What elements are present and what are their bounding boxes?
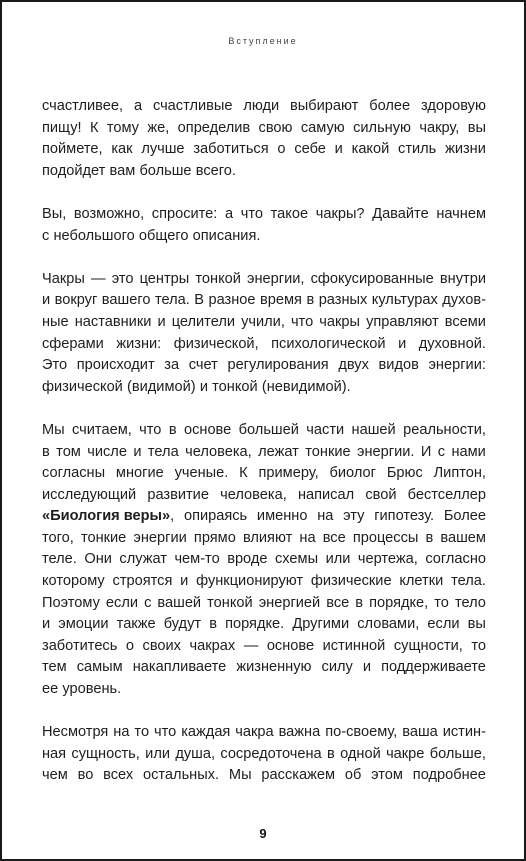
- paragraph-gap: [42, 701, 486, 723]
- text-line: ная сущность, или душа, сосредоточена в одной чакре больше,: [42, 745, 486, 762]
- paragraph: [42, 420, 486, 701]
- text-line: поймете, как лучше заботиться о себе и какой стиль жизни: [42, 141, 486, 158]
- paragraph-gap: [42, 182, 486, 204]
- body-text: [42, 96, 486, 787]
- paragraph: [42, 96, 486, 182]
- text-line: подойдет вам больше всего.: [42, 162, 236, 179]
- text-line: заботитесь о своих чакрах — основе истинной сущности, то: [42, 637, 486, 654]
- paragraph-gap: [42, 398, 486, 420]
- paragraph-gap: [42, 247, 486, 269]
- text-line: согласны многие ученые. К примеру, биолог Брюс Липтон,: [42, 465, 486, 482]
- text-line: Это происходит за счет регулирования двух видов энергии:: [42, 357, 486, 374]
- text-line: пищу! К тому же, определив свою самую сильную чакру, вы: [42, 119, 486, 136]
- text-line: счастливее, а счастливые люди выбирают более здоровую: [42, 98, 486, 114]
- text-line: Поэтому если с вашей тонкой энергией все в порядке, то тело: [42, 594, 486, 611]
- paragraph: [42, 204, 486, 247]
- text-line: ее уровень.: [42, 681, 122, 698]
- text-line: Чакры — это центры тонкой энергии, сфокусированные внутри: [42, 270, 486, 287]
- text-line: в том числе и тела человека, лежат тонкие энергии. И с нами: [42, 443, 486, 460]
- paragraph: [42, 722, 486, 787]
- text-line: «Биология веры», опираясь именно на эту гипотезу. Более: [42, 508, 486, 525]
- text-line: с небольшого общего описания.: [42, 227, 261, 244]
- paragraph: [42, 269, 486, 399]
- text-line: сферами жизни: физической, психологической и духовной.: [42, 335, 486, 352]
- text-line: которому строятся и функционируют физические клетки тела.: [42, 573, 486, 590]
- text-line: Мы считаем, что в основе большей части нашей реальности,: [42, 421, 486, 438]
- text-line: тем самым накапливаете жизненную силу и поддерживаете: [42, 659, 486, 676]
- text-line: физической (видимой) и тонкой (невидимой).: [42, 378, 351, 395]
- text-line: и вокруг вашего тела. В разное время в разных культурах духов-: [42, 292, 486, 309]
- page-number: 9: [259, 826, 267, 841]
- book-title-bold: «Биология веры»: [42, 508, 171, 525]
- text-line: теле. Они служат чем-то вроде схемы или чертежа, согласно: [42, 551, 486, 568]
- text-line: ные наставники и целители учили, что чакры управляют всеми: [42, 313, 486, 330]
- text-line: Несмотря на то что каждая чакра важна по-своему, ваша истин-: [42, 724, 486, 741]
- text-line: Вы, возможно, спросите: а что такое чакры? Давайте начнем: [42, 205, 486, 222]
- text-line: того, тонкие энергии прямо влияют на все процессы в вашем: [42, 529, 486, 546]
- running-header: Вступление: [228, 36, 298, 46]
- text-line: исследующий развитие человека, написал свой бестселлер: [42, 486, 486, 503]
- text-line: чем во всех остальных. Мы расскажем об этом подробнее: [42, 767, 486, 784]
- text-line: и эмоции также будут в порядке. Другими словами, если вы: [42, 616, 486, 633]
